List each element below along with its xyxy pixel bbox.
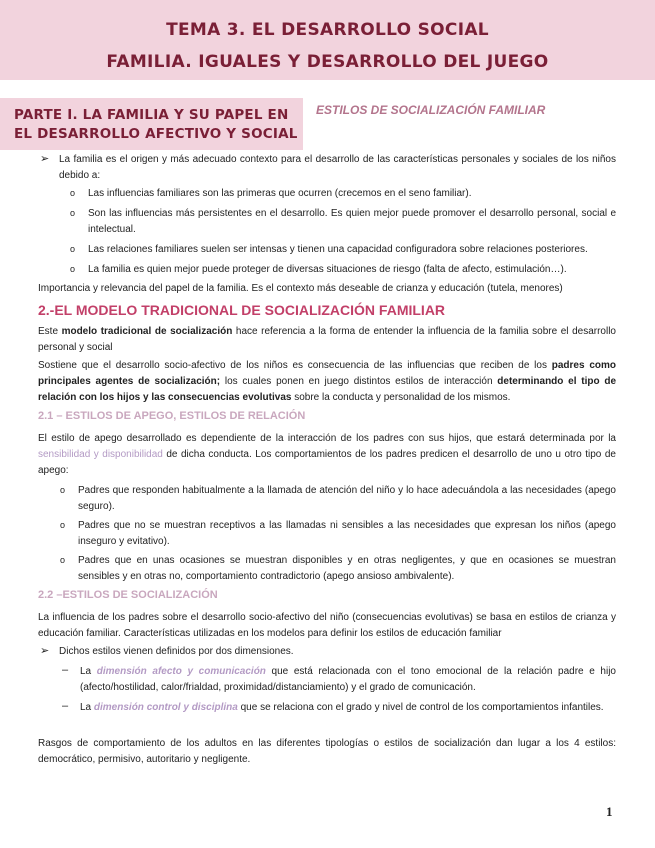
circle-bullet-icon: o [60, 555, 66, 565]
intro-item: Las relaciones familiares suelen ser intensas y tienen una capacidad configuradora sobre relaciones posteriores. [88, 244, 588, 255]
section-2-2-heading: 2.2 –ESTILOS DE SOCIALIZACIÓN [38, 589, 218, 601]
attachment-item: Padres que responden habitualmente a la llamada de atención del niño y lo hace adecuándola a las necesidades (apego seguro). [78, 485, 616, 512]
circle-bullet-icon: o [70, 264, 76, 274]
intro-closing: Importancia y relevancia del papel de la familia. Es el contexto más deseable de crianza y educación (tutela, menores) [38, 283, 563, 294]
intro-bullet-text: La familia es el origen y más adecuado contexto para el desarrollo de las características personales y sociales de los niños debido a: [59, 154, 616, 181]
arrow-bullet-icon: ➢ [40, 645, 50, 657]
intro-item: Son las influencias más persistentes en el desarrollo. Es quien mejor puede promover el desarrollo personal, social e intelectual. [88, 208, 616, 235]
intro-item: Las influencias familiares son las primeras que ocurren (crecemos en el seno familiar). [88, 188, 472, 199]
document-title: TEMA 3. EL DESARROLLO SOCIAL [166, 20, 489, 40]
dash-bullet-icon: – [62, 700, 69, 712]
dash-bullet-icon: – [62, 664, 69, 676]
circle-bullet-icon: o [70, 208, 76, 218]
part-title: PARTE I. LA FAMILIA Y SU PAPEL EN EL DESARROLLO AFECTIVO Y SOCIAL [14, 107, 298, 142]
section-2-paragraph-2: Sostiene que el desarrollo socio-afectivo de los niños es consecuencia de las influencias que reciben de los padres como principales agentes de socialización; los cuales ponen en juego distintos estilos de interacción determinando el tipo de relación con los hijos y las consecuencias evolutivas sobre la conducta y personalidad de los mismos. [38, 360, 617, 403]
dimension-affect-item: La dimensión afecto y comunicación que está relacionada con el tono emocional de la relación padre e hijo (afecto/hostilidad, calor/frialdad, proximidad/distanciamiento) y el grado de comunicación. [80, 666, 616, 693]
circle-bullet-icon: o [70, 188, 76, 198]
arrow-bullet-icon: ➢ [40, 153, 50, 165]
circle-bullet-icon: o [60, 485, 66, 495]
section-2-paragraph-1: Este modelo tradicional de socialización hace referencia a la forma de entender la influencia de la familia sobre el desarrollo personal y social [38, 326, 616, 353]
circle-bullet-icon: o [70, 244, 76, 254]
section-2-2-paragraph: La influencia de los padres sobre el desarrollo socio-afectivo del niño (consecuencias evolutivas) se basa en estilos de crianza y educación familiar. Características utilizadas en los modelos para definir los estilos de educación familiar [38, 612, 616, 639]
dimensions-bullet-text: Dichos estilos vienen definidos por dos dimensiones. [59, 646, 294, 657]
dimension-control-item: La dimensión control y disciplina que se relaciona con el grado y nivel de control de los comportamientos infantiles. [80, 702, 604, 713]
intro-item: La familia es quien mejor puede proteger de diversas situaciones de riesgo (falta de afecto, estimulación…). [88, 264, 567, 275]
section-2-1-paragraph: El estilo de apego desarrollado es dependiente de la interacción de los padres con sus hijos, que estará determinada por la sensibilidad y disponibilidad de dicha conducta. Los comportamientos de los padres predicen el desarrollo de uno u otro tipo de apego: [38, 433, 616, 476]
section-2-2-closing: Rasgos de comportamiento de los adultos en las diferentes tipologías o estilos de socialización dan lugar a los 4 estilos: democrático, permisivo, autoritario y negligente. [38, 738, 616, 765]
section-2-1-heading: 2.1 – ESTILOS DE APEGO, ESTILOS DE RELACIÓN [38, 410, 306, 422]
attachment-item: Padres que no se muestran receptivos a las llamadas ni sensibles a las necesidades que expresan los niños (apego inseguro y evitativo). [78, 520, 616, 547]
attachment-item: Padres que en unas ocasiones se muestran disponibles y en otras negligentes, y que en ocasiones se muestran sensibles y en otras no, comportamiento contradictorio (apego ansioso ambivalente). [78, 555, 616, 582]
circle-bullet-icon: o [60, 520, 66, 530]
section-2-heading: 2.-EL MODELO TRADICIONAL DE SOCIALIZACIÓN FAMILIAR [38, 302, 446, 318]
styles-heading: ESTILOS DE SOCIALIZACIÓN FAMILIAR [316, 103, 546, 117]
document-subtitle: FAMILIA. IGUALES Y DESARROLLO DEL JUEGO [106, 52, 549, 72]
page-number: 1 [606, 804, 613, 819]
